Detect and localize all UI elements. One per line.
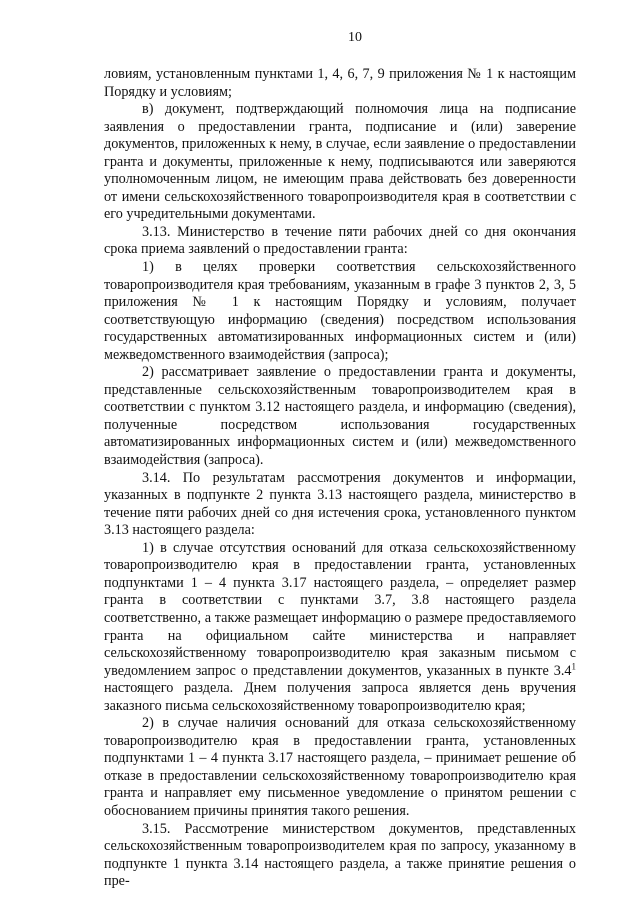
superscript-reference: 1: [571, 660, 576, 671]
paragraph-3-15: 3.15. Рассмотрение министерством документов, представленных сельскохозяйственным товаропроизводителем края по запросу, указанному в подпункте 1 пункта 3.14 настоящего раздела, а также принятие решения о пре-: [104, 820, 576, 890]
paragraph-continuation: ловиям, установленным пунктами 1, 4, 6, 7, 9 приложения № 1 к настоящим Порядку и условиям;: [104, 66, 576, 100]
document-body: [104, 66, 576, 891]
paragraph-3-14: 3.14. По результатам рассмотрения документов и информации, указанных в подпункте 2 пункта 3.13 настоящего раздела, министерство в течение пяти рабочих дней со дня истечения срока, установленного пунктом 3.13 настоящего раздела:: [104, 469, 576, 539]
paragraph-3-14-item-1-text-before: 1) в случае отсутствия оснований для отказа сельскохозяйственному товаропроизводителю края в предоставлении гранта, установленных подпунктами 1 – 4 пункта 3.17 настоящего раздела, – определяет размер гранта в соответствии с пунктами 3.7, 3.8 настоящего раздела соответственно, а также размещает информацию о размере предоставляемого гранта на официальном сайте министерства и направляет сельскохозяйственному товаропроизводителю края заказным письмом с уведомлением запрос о представлении документов, указанных в пункте 3.4: [104, 539, 576, 679]
page-number: 10: [348, 30, 362, 45]
paragraph-3-13-item-2: 2) рассматривает заявление о предоставлении гранта и документы, представленные сельскохозяйственным товаропроизводителем края в соответствии с пунктом 3.12 настоящего раздела, и информацию (сведения), полученные посредством использования государственных автоматизированных информационных систем и (или) межведомственного взаимодействия (запроса).: [104, 364, 576, 469]
paragraph-item-v: в) документ, подтверждающий полномочия лица на подписание заявления о предоставлении гранта, подписание и (или) заверение документов, приложенных к нему, в случае, если заявление о предоставлении гранта и документы, приложенные к нему, подписываются или заверяются уполномоченным лицом, не имеющим права действовать без доверенности от имени сельскохозяйственного товаропроизводителя края в соответствии с его учредительными документами.: [104, 101, 576, 223]
paragraph-3-14-item-1: [104, 540, 576, 715]
paragraph-3-14-item-1-text-after: настоящего раздела. Днем получения запроса является день вручения заказного письма сельскохозяйственному товаропроизводителю края;: [104, 680, 576, 714]
paragraph-3-13: 3.13. Министерство в течение пяти рабочих дней со дня окончания срока приема заявлений о предоставлении гранта:: [104, 223, 576, 258]
paragraph-3-13-item-1: 1) в целях проверки соответствия сельскохозяйственного товаропроизводителя края требованиям, указанным в графе 3 пунктов 2, 3, 5 приложения № 1 к настоящим Порядку и условиям, получает соответствующую информацию (сведения) посредством использования государственных автоматизированных информационных систем и (или) межведомственного взаимодействия (запроса);: [104, 259, 576, 363]
paragraph-3-14-item-2: 2) в случае наличия оснований для отказа сельскохозяйственному товаропроизводителю края в предоставлении гранта, установленных подпунктами 1 – 4 пункта 3.17 настоящего раздела, – принимает решение об отказе в предоставлении сельскохозяйственному товаропроизводителю края гранта и направляет ему письменное уведомление о принятом решении с обоснованием причины принятия такого решения.: [104, 715, 576, 819]
